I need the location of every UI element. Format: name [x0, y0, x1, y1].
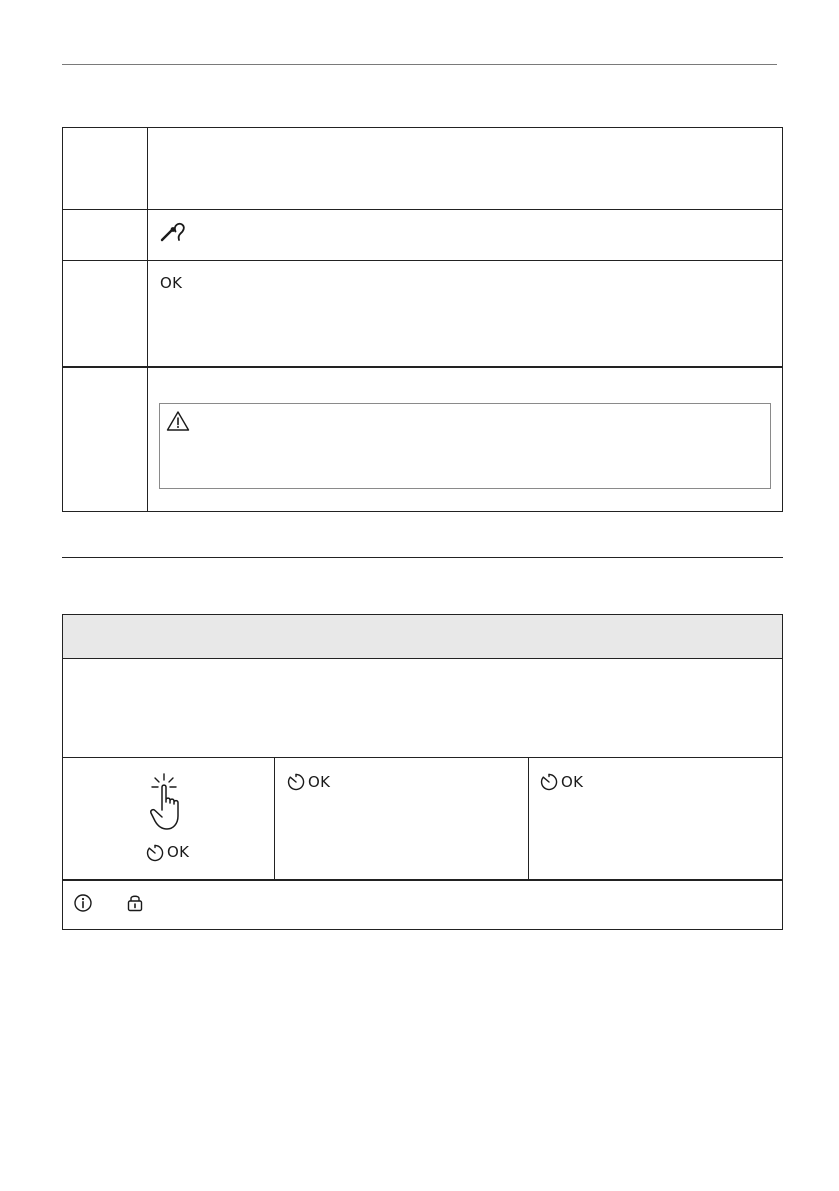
- ok-label: OK: [160, 274, 183, 292]
- tap-hand-icon: [147, 772, 189, 834]
- table-header: [63, 615, 782, 659]
- timer-icon: [145, 843, 165, 863]
- ok-label: OK: [308, 773, 331, 791]
- row-divider: [63, 260, 782, 261]
- timer-icon: [539, 772, 559, 792]
- column-divider: [274, 757, 275, 879]
- procedure-table: [62, 614, 783, 930]
- header-rule: [62, 64, 777, 65]
- timer-icon: [286, 772, 306, 792]
- lock-icon: [125, 893, 145, 913]
- row-divider: [63, 879, 782, 881]
- warning-box: [159, 403, 771, 489]
- section-rule: [62, 557, 783, 558]
- row-divider: [63, 209, 782, 210]
- warning-icon: [166, 410, 190, 432]
- probe-icon: [159, 222, 189, 242]
- ok-label: OK: [561, 773, 584, 791]
- column-divider: [147, 128, 148, 511]
- column-divider: [528, 757, 529, 879]
- info-icon: [73, 893, 93, 913]
- row-divider: [63, 366, 782, 368]
- ok-label: OK: [167, 843, 190, 861]
- row-divider: [63, 757, 782, 758]
